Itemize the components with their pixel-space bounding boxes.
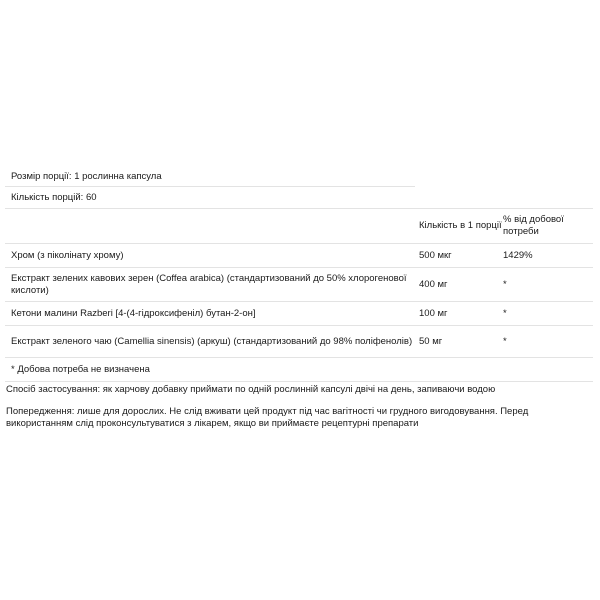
notes-section: [6, 384, 594, 440]
ingredient-dv: 1429%: [503, 249, 533, 261]
ingredient-dv: *: [503, 307, 507, 319]
ingredient-amount: 50 мг: [419, 335, 443, 347]
table-row: [5, 268, 593, 302]
ingredient-amount: 100 мг: [419, 307, 448, 319]
serving-size: Розмір порції: 1 рослинна капсула: [11, 170, 162, 182]
table-row: [5, 326, 593, 358]
footnote: * Добова потреба не визначена: [11, 364, 150, 375]
amount-header: Кількість в 1 порції: [419, 220, 502, 231]
table-header-row: [5, 209, 593, 244]
servings-per-container: Кількість порцій: 60: [11, 192, 97, 203]
ingredient-amount: 500 мкг: [419, 249, 452, 261]
ingredient-name: Екстракт зеленого чаю (Camellia sinensis) (аркуш) (стандартизований до 98% поліфенолів): [11, 335, 413, 347]
warning-text: Попередження: лише для дорослих. Не слід вживати цей продукт під час вагітності чи грудного вигодовування. Перед використанням слід проконсультуватися з лікарем, якщо ви приймаєте рецептурні препарати: [6, 405, 529, 429]
daily-value-header: % від добової потреби: [503, 214, 564, 237]
ingredient-name: Екстракт зелених кавових зерен (Coffea arabica) (стандартизований до 50% хлорогенової кислоти): [11, 272, 407, 296]
ingredient-name: Кетони малини Razberi [4-(4-гідроксифеніл) бутан-2-он]: [11, 307, 256, 319]
ingredient-dv: *: [503, 335, 507, 347]
footnote-row: [5, 358, 593, 382]
servings-per-container-row: [5, 187, 593, 209]
ingredient-dv: *: [503, 278, 507, 290]
ingredient-amount: 400 мг: [419, 278, 448, 290]
table-row: [5, 302, 593, 326]
serving-size-row: [5, 166, 415, 187]
supplement-facts-table: [5, 166, 593, 382]
ingredient-name: Хром (з піколінату хрому): [11, 249, 124, 261]
table-row: [5, 244, 593, 268]
usage-instructions: Спосіб застосування: як харчову добавку приймати по одній рослинній капсулі двічі на день, запиваючи водою: [6, 384, 496, 395]
